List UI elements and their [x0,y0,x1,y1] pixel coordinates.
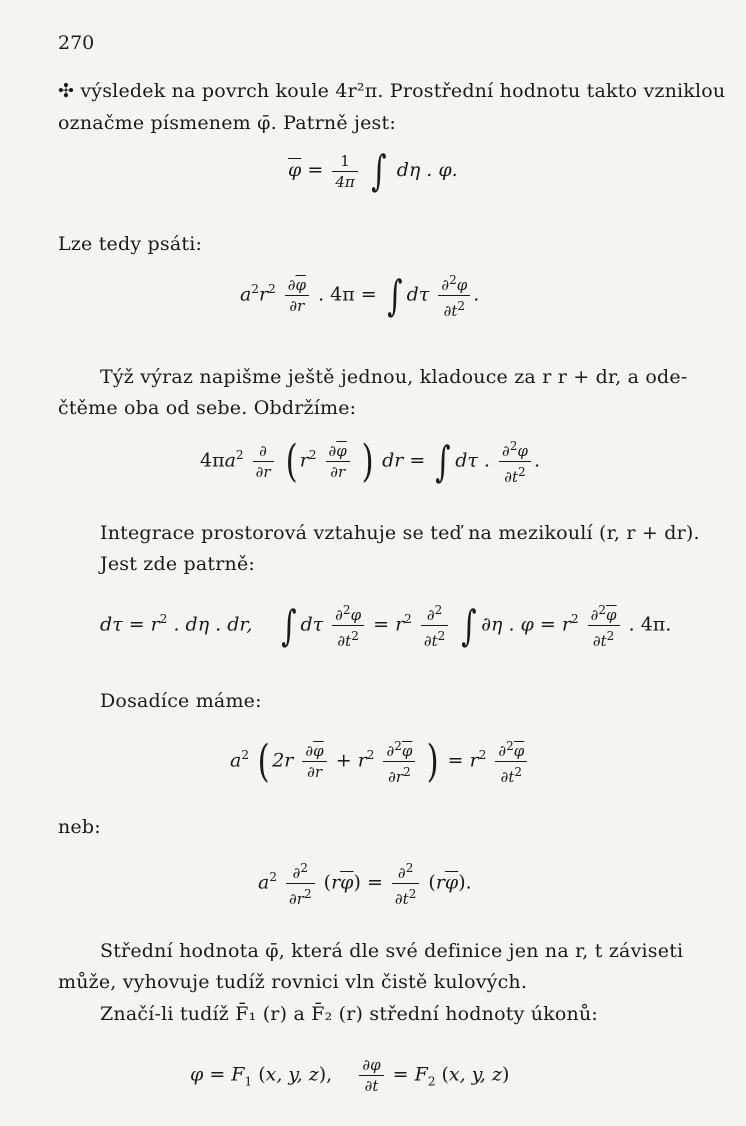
equation-1: $\overline{\varphi}$ = $\frac{1}{4\pi}$ ∫ dη . φ. [288,146,458,195]
text-line-7: Jest zde patrně: [100,553,256,575]
text-line-10: Střední hodnota φ̄, která dle své definice jen na r, t záviseti [100,940,684,962]
text-line-4: Týž výraz napišme ještě jednou, kladouce za r r + dr, a ode- [100,366,688,388]
equation-6: $a^2$ $\frac{\partial^2}{\partial r^2}$ $(r\overline{\varphi})$ = $\frac{\partial^2}{\partial t^2}$ $(r\overline{\varphi})$. [258,858,472,909]
equation-3: $4\pi a^2$ $\frac{\partial}{\partial r}$ ( $r^2$ $\frac{\partial\overline{\varphi}}{\partial r}$ ) dr = ∫ dτ . $\frac{\partial^2\varphi}{\partial t^2}$ . [200,435,540,487]
equation-2: $a^2r^2$ $\frac{\partial\overline{\varphi}}{\partial r}$ . 4π = ∫ dτ $\frac{\partial^2\varphi}{\partial t^2}$ . [240,270,480,320]
page-number: 270 [58,32,95,54]
text-line-1: ✣ výsledek na povrch koule 4r²π. Prostřední hodnotu takto vzniklou [58,80,726,102]
text-line-5: čtěme oba od sebe. Obdržíme: [58,397,357,419]
text-line-3: Lze tedy psáti: [58,233,203,255]
equation-5: $a^2$ ( 2r $\frac{\partial\overline{\varphi}}{\partial r}$ + $r^2$ $\frac{\partial^2\overline{\varphi}}{\partial r^2}$ ) = $r^2$ $\frac{\partial^2\overline{\varphi}}{\partial t^2}$ [230,736,530,787]
text-line-6: Integrace prostorová vztahuje se teď na mezikoulí (r, r + dr). [100,522,700,544]
text-line-12: Značí-li tudíž F̄₁ (r) a F̄₂ (r) střední hodnoty úkonů: [100,1003,599,1025]
text-line-9: neb: [58,816,101,838]
text-line-8: Dosadíce máme: [100,690,262,712]
text-line-11: může, vyhovuje tudíž rovnici vln čistě kulových. [58,971,528,993]
equation-4: $d\tau = r^2$ . dη . dr, ∫ dτ $\frac{\partial^2\varphi}{\partial t^2}$ = $r^2$ $\frac{\partial^2}{\partial t^2}$ ∫ ∂η . $\varphi = r^2$ $\frac{\partial^2\overline{\varphi}}{\partial t^2}$ . 4π. [100,600,672,650]
equation-7: $\varphi = F_1$ (x, y, z), $\frac{\partial\varphi}{\partial t}$ = $F_2$ (x, y, z) [190,1056,510,1095]
text-line-2: označme písmenem φ̄. Patrně jest: [58,112,396,134]
